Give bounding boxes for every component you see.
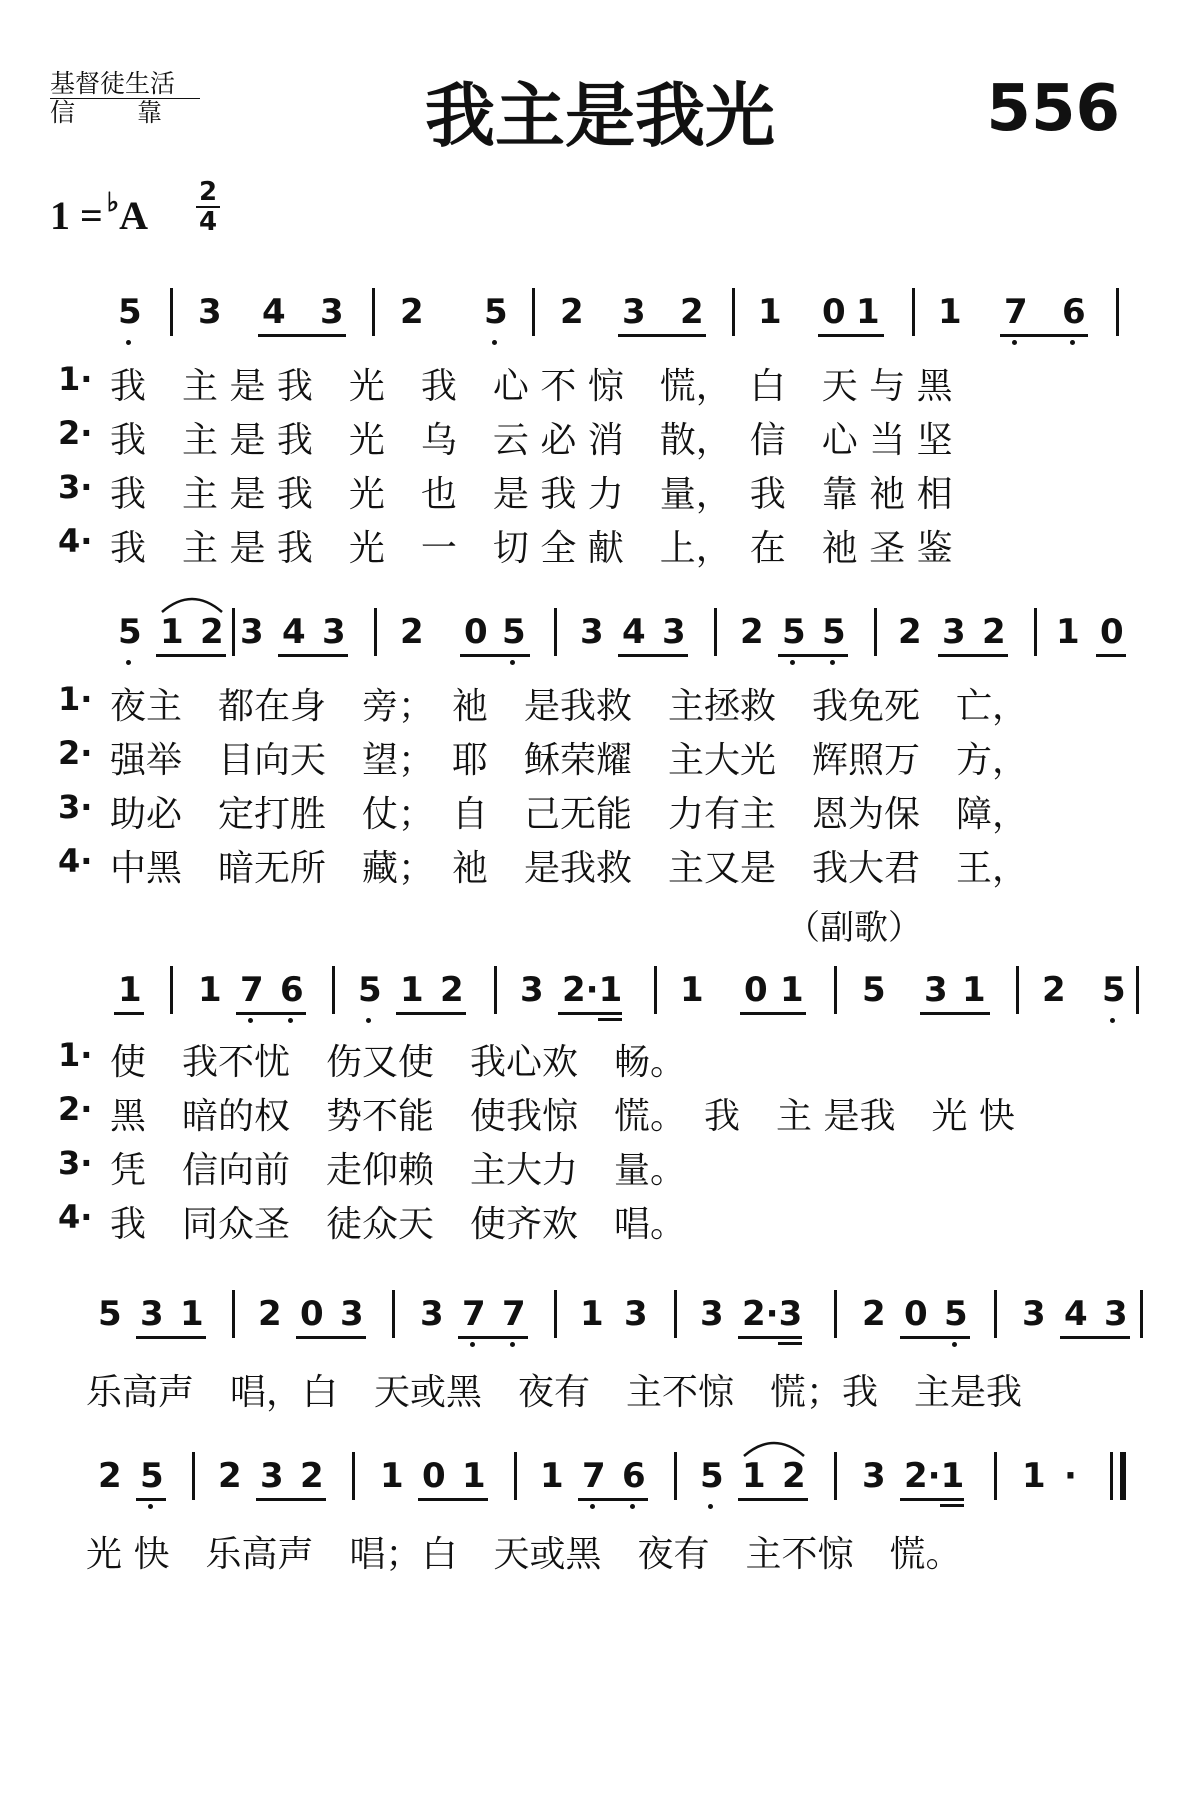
lower-octave-dot (288, 1018, 293, 1023)
lyric-line: 助必 定打胜 仗； 自 己无能 力有主 恩为保 障， (110, 794, 1029, 835)
note: 3 (580, 612, 604, 652)
lower-octave-dot (510, 1342, 515, 1347)
time-bottom: 4 (196, 206, 220, 236)
note: 2 (218, 1456, 242, 1496)
verse-number: 3· (58, 468, 93, 506)
key-letter: A (119, 193, 148, 238)
bar-line (192, 1452, 195, 1500)
lyric-line: 我 主 是 我 光 也 是 我 力 量， 我 靠 祂 相 (110, 474, 953, 515)
note: 3 (420, 1294, 444, 1334)
lyric-line: 光 快 乐高声 唱；白 天或黑 夜有 主不惊 慌。 (86, 1534, 962, 1575)
bar-line (332, 966, 335, 1014)
note: 3 (322, 612, 346, 652)
note: 2 (982, 612, 1006, 652)
lower-octave-dot (708, 1504, 713, 1509)
note: 2 (862, 1294, 886, 1334)
sixteenth-beam (778, 1342, 802, 1345)
verse-number: 4· (58, 522, 93, 560)
lyric-line: 我 同众圣 徒众天 使齐欢 唱。 (110, 1204, 687, 1245)
note: 2 (740, 612, 764, 652)
bar-line (494, 966, 497, 1014)
note: 1 (938, 292, 962, 332)
bar-line (1136, 966, 1139, 1014)
bar-line (532, 288, 535, 336)
sixteenth-beam (598, 1018, 622, 1021)
note: 2 (400, 612, 424, 652)
note: 1 (380, 1456, 404, 1496)
lyric-line: 夜主 都在身 旁； 祂 是我救 主拯救 我免死 亡， (110, 686, 1029, 727)
eighth-beam (1000, 334, 1088, 337)
bar-line (834, 1452, 837, 1500)
eighth-beam (418, 1498, 488, 1501)
note: 2 (1042, 970, 1066, 1010)
bar-line (674, 1452, 677, 1500)
lower-octave-dot (366, 1018, 371, 1023)
time-top: 2 (198, 177, 218, 207)
note: 6 (280, 970, 304, 1010)
lyric-line: 黑 暗的权 势不能 使我惊 慌。 我 主 是我 光 快 (110, 1096, 1015, 1137)
eighth-beam (738, 1336, 802, 1339)
final-bar-thin (1110, 1452, 1113, 1500)
note: 1 (160, 612, 184, 652)
note: 5 (1102, 970, 1126, 1010)
note: 2 (300, 1456, 324, 1496)
note: 5 (782, 612, 806, 652)
bar-line (834, 966, 837, 1014)
note: 4 (1064, 1294, 1088, 1334)
note: 3 (1104, 1294, 1128, 1334)
time-signature (196, 178, 220, 236)
note: 7 (240, 970, 264, 1010)
bar-line (874, 608, 877, 656)
note: 1 (180, 1294, 204, 1334)
eighth-beam (258, 334, 346, 337)
lower-octave-dot (830, 660, 835, 665)
lower-octave-dot (126, 340, 131, 345)
note: 3 (520, 970, 544, 1010)
note: 1 (1022, 1456, 1046, 1496)
note: 0 (464, 612, 488, 652)
lyric-line: 凭 信向前 走仰赖 主大力 量。 (110, 1150, 687, 1191)
note: 5 (118, 612, 142, 652)
category-line2: 信 靠 (50, 98, 167, 127)
eighth-beam (938, 654, 1008, 657)
flat-symbol: ♭ (106, 188, 120, 217)
augmentation-dot: · (1064, 1456, 1077, 1496)
note: 1 (198, 970, 222, 1010)
eighth-beam (296, 1336, 366, 1339)
note: 3 (942, 612, 966, 652)
lower-octave-dot (492, 340, 497, 345)
note: 3 (862, 1456, 886, 1496)
eighth-beam (578, 1498, 648, 1501)
eighth-beam (778, 654, 848, 657)
bar-line (170, 966, 173, 1014)
lower-octave-dot (1012, 340, 1017, 345)
eighth-beam (920, 1012, 990, 1015)
eighth-beam (256, 1498, 326, 1501)
lower-octave-dot (470, 1342, 475, 1347)
key-signature (50, 188, 148, 239)
note: 0 (300, 1294, 324, 1334)
lower-octave-dot (510, 660, 515, 665)
slur-mark (740, 1436, 808, 1458)
bar-line (732, 288, 735, 336)
eighth-beam (818, 334, 884, 337)
verse-number: 2· (58, 414, 93, 452)
note: 3 (622, 292, 646, 332)
bar-line (372, 288, 375, 336)
note: 5 (140, 1456, 164, 1496)
bar-line (1116, 288, 1119, 336)
eighth-beam (114, 1012, 144, 1015)
lyric-line: 中黑 暗无所 藏； 祂 是我救 主又是 我大君 王， (110, 848, 1029, 889)
lower-octave-dot (790, 660, 795, 665)
note: 1 (742, 1456, 766, 1496)
lower-octave-dot (952, 1342, 957, 1347)
eighth-beam (1096, 654, 1126, 657)
note: 1 (580, 1294, 604, 1334)
note: 3 (240, 612, 264, 652)
bar-line (994, 1452, 997, 1500)
note: 1 (1056, 612, 1080, 652)
note: 3 (662, 612, 686, 652)
note: 0 (1100, 612, 1124, 652)
lower-octave-dot (248, 1018, 253, 1023)
note: 5 (862, 970, 886, 1010)
bar-line (1016, 966, 1019, 1014)
note: 4 (622, 612, 646, 652)
bar-line (1034, 608, 1037, 656)
bar-line (374, 608, 377, 656)
verse-number: 1· (58, 360, 93, 398)
lyric-line: 使 我不忧 伤又使 我心欢 畅。 (110, 1042, 687, 1083)
eighth-beam (618, 654, 688, 657)
chorus-label: （副歌） (786, 908, 922, 948)
note: 5 (822, 612, 846, 652)
eighth-beam (136, 1498, 166, 1501)
note: 2 (782, 1456, 806, 1496)
hymn-title: 我主是我光 (425, 74, 775, 157)
verse-number: 3· (58, 1144, 93, 1182)
eighth-beam (900, 1498, 964, 1501)
note: 5 (98, 1294, 122, 1334)
note: 3 (924, 970, 948, 1010)
final-bar-thick (1120, 1452, 1126, 1500)
note: 3 (340, 1294, 364, 1334)
eighth-beam (740, 1012, 806, 1015)
eighth-beam (136, 1336, 206, 1339)
note: 2 (560, 292, 584, 332)
sixteenth-beam (940, 1504, 964, 1507)
note: 5 (358, 970, 382, 1010)
note: 5 (944, 1294, 968, 1334)
lower-octave-dot (126, 660, 131, 665)
note: 3 (624, 1294, 648, 1334)
note: 5 (502, 612, 526, 652)
verse-number: 3· (58, 788, 93, 826)
bar-line (514, 1452, 517, 1500)
hymn-number: 556 (986, 72, 1120, 146)
note: 3 (260, 1456, 284, 1496)
category-line1: 基督徒生活 (50, 70, 200, 99)
bar-line (1140, 1290, 1143, 1338)
lower-octave-dot (1070, 340, 1075, 345)
bar-line (674, 1290, 677, 1338)
eighth-beam (900, 1336, 970, 1339)
note: 1 (856, 292, 880, 332)
eighth-beam (738, 1498, 808, 1501)
lyric-line: 乐高声 唱，白 天或黑 夜有 主不惊 慌；我 主是我 (86, 1372, 1023, 1413)
note: 2 (440, 970, 464, 1010)
note: 7 (1004, 292, 1028, 332)
eighth-beam (396, 1012, 466, 1015)
bar-line (554, 1290, 557, 1338)
bar-line (912, 288, 915, 336)
note: 3 (700, 1294, 724, 1334)
note: 2 (258, 1294, 282, 1334)
verse-number: 2· (58, 734, 93, 772)
note: 6 (622, 1456, 646, 1496)
note: 3 (140, 1294, 164, 1334)
note: 5 (484, 292, 508, 332)
bar-line (392, 1290, 395, 1338)
bar-line (232, 608, 235, 656)
lower-octave-dot (1110, 1018, 1115, 1023)
bar-line (554, 608, 557, 656)
note: 6 (1062, 292, 1086, 332)
note: 7 (502, 1294, 526, 1334)
note: 0 (744, 970, 768, 1010)
note: 2 (98, 1456, 122, 1496)
note: 7 (462, 1294, 486, 1334)
note: 2 (200, 612, 224, 652)
note: 1 (780, 970, 804, 1010)
verse-number: 1· (58, 680, 93, 718)
note: 5 (700, 1456, 724, 1496)
note: 1 (680, 970, 704, 1010)
lower-octave-dot (590, 1504, 595, 1509)
bar-line (352, 1452, 355, 1500)
lyric-line: 我 主 是 我 光 乌 云 必 消 散， 信 心 当 坚 (110, 420, 953, 461)
note: 5 (118, 292, 142, 332)
note: 4 (262, 292, 286, 332)
lyric-line: 强举 目向天 望； 耶 稣荣耀 主大光 辉照万 方， (110, 740, 1029, 781)
bar-line (232, 1290, 235, 1338)
verse-number: 4· (58, 842, 93, 880)
lyric-line: 我 主 是 我 光 我 心 不 惊 慌， 白 天 与 黑 (110, 366, 953, 407)
note: 2·1 (562, 970, 623, 1010)
eighth-beam (618, 334, 706, 337)
verse-number: 4· (58, 1198, 93, 1236)
note: 2 (898, 612, 922, 652)
note: 1 (118, 970, 142, 1010)
bar-line (654, 966, 657, 1014)
eighth-beam (1060, 1336, 1130, 1339)
lyric-line: 我 主 是 我 光 一 切 全 献 上， 在 祂 圣 鉴 (110, 528, 953, 569)
note: 0 (422, 1456, 446, 1496)
note: 2·3 (742, 1294, 803, 1334)
note: 0 (822, 292, 846, 332)
note: 1 (540, 1456, 564, 1496)
note: 3 (198, 292, 222, 332)
slur-mark (158, 592, 226, 614)
note: 0 (904, 1294, 928, 1334)
note: 4 (282, 612, 306, 652)
key-one-equals: 1 = (50, 193, 103, 238)
note: 1 (962, 970, 986, 1010)
note: 7 (582, 1456, 606, 1496)
bar-line (714, 608, 717, 656)
note: 1 (400, 970, 424, 1010)
note: 3 (320, 292, 344, 332)
note: 2 (400, 292, 424, 332)
bar-line (170, 288, 173, 336)
verse-number: 2· (58, 1090, 93, 1128)
lower-octave-dot (630, 1504, 635, 1509)
eighth-beam (236, 1012, 306, 1015)
eighth-beam (558, 1012, 622, 1015)
note: 2·1 (904, 1456, 965, 1496)
note: 1 (758, 292, 782, 332)
eighth-beam (460, 654, 530, 657)
bar-line (994, 1290, 997, 1338)
lower-octave-dot (148, 1504, 153, 1509)
note: 3 (1022, 1294, 1046, 1334)
bar-line (834, 1290, 837, 1338)
eighth-beam (278, 654, 348, 657)
eighth-beam (458, 1336, 528, 1339)
note: 1 (462, 1456, 486, 1496)
verse-number: 1· (58, 1036, 93, 1074)
eighth-beam (156, 654, 226, 657)
note: 2 (680, 292, 704, 332)
